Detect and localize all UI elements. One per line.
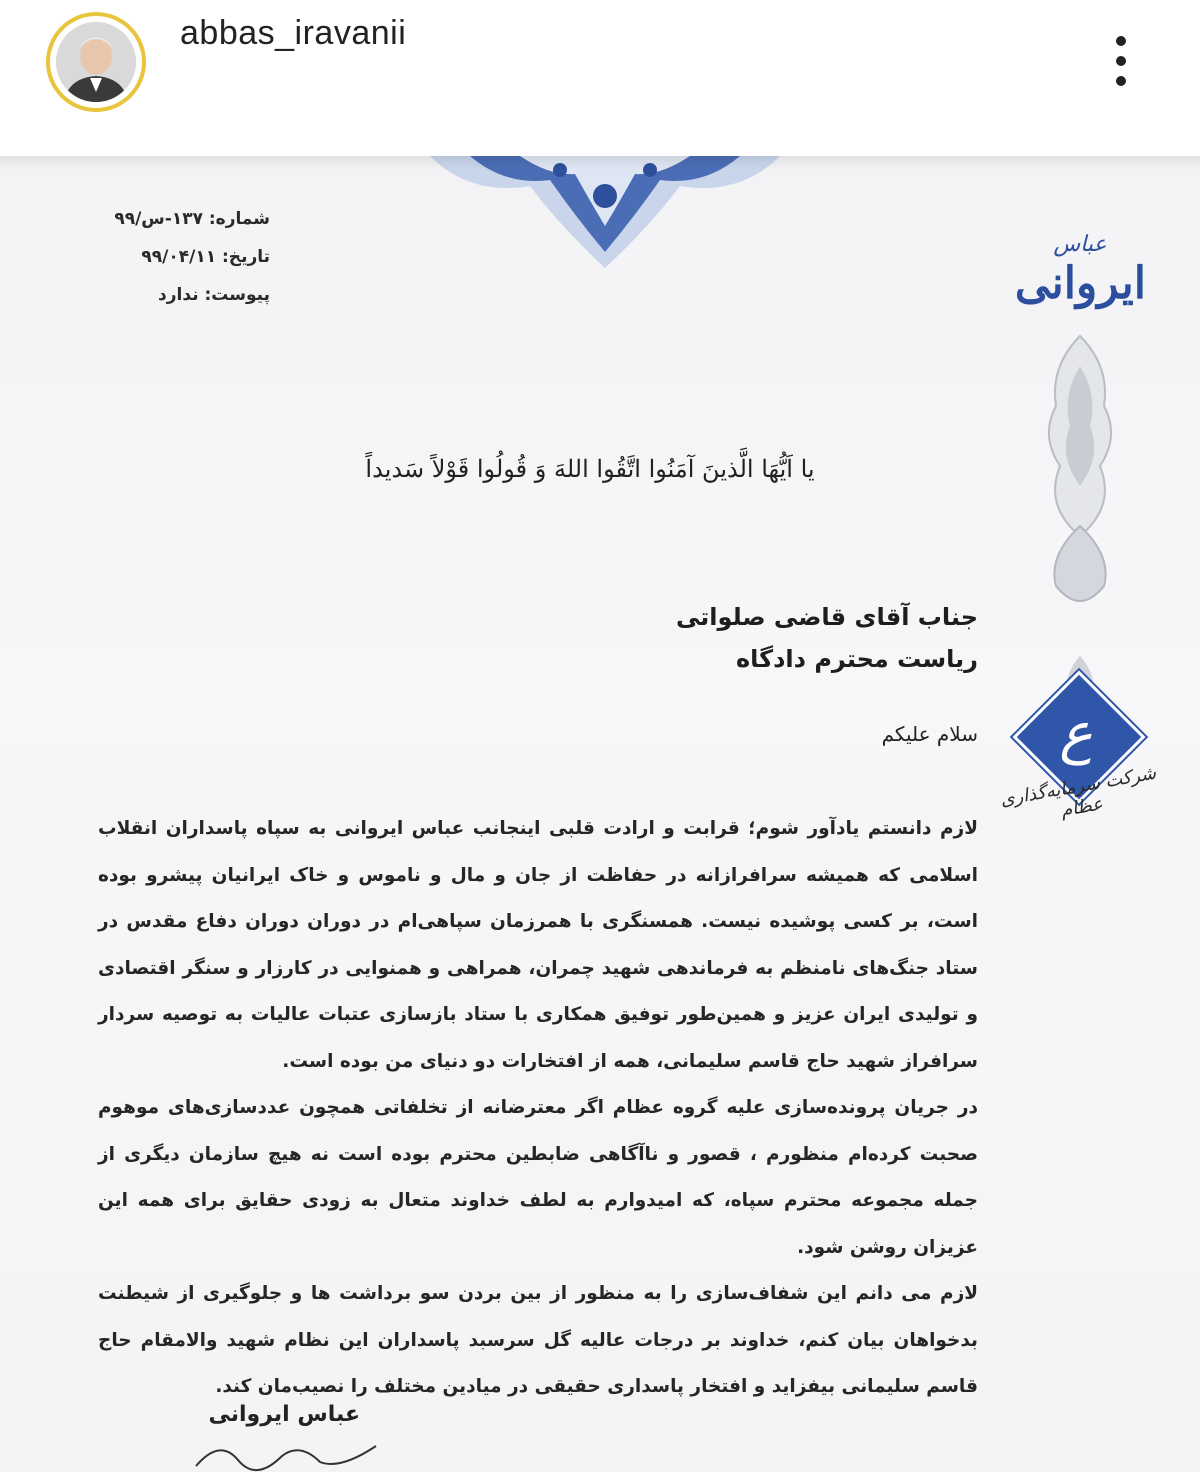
greeting: سلام علیکم xyxy=(881,722,978,746)
person-icon xyxy=(56,22,136,102)
post-header xyxy=(0,0,1200,156)
profile-photo xyxy=(56,22,136,102)
recipient-title: ریاست محترم دادگاه xyxy=(735,645,978,673)
top-ornament-icon xyxy=(410,156,800,276)
recipient-name: جناب آقای قاضی صلواتی xyxy=(676,603,978,631)
letter-number: شماره: ۱۳۷-س/۹۹ xyxy=(114,209,270,229)
more-vertical-icon[interactable] xyxy=(1106,36,1136,100)
paper-shadow xyxy=(0,156,1200,170)
signer-name: عباس ایروانی xyxy=(208,1402,360,1427)
recipient xyxy=(418,596,978,680)
handwritten-signature-icon xyxy=(190,1436,390,1472)
letter-meta xyxy=(70,200,270,314)
avatar[interactable] xyxy=(46,12,146,112)
paragraph: در جریان پرونده‌سازی علیه گروه عظام اگر معترضانه از تخلفاتی همچون عددسازی‌های موهوم صحبت کرده‌ام منظورم ، قصور و ناآگاهی ضابطین محترم بوده است نه هیچ سازمان دیگری از جمله مجموعه محترم سپاه، که امیدوارم به لطف خداوند متعال به زودی حقایق برای همه این عزیزان روشن شود. xyxy=(98,1097,978,1258)
brand-first-name: عباس xyxy=(1053,232,1107,257)
quran-verse: یا اَیُّهَا الَّذینَ آمَنُوا اتَّقُوا اللهَ وَ قُولُوا قَوْلاً سَدیداً xyxy=(365,455,815,483)
brand-signature xyxy=(1006,214,1156,334)
company-logo-letter: ع xyxy=(1059,701,1093,766)
company-name: شرکت سرمایه‌گذاری عظام xyxy=(998,762,1158,822)
brand-last-name: ایروانی xyxy=(1014,258,1146,309)
letter-body xyxy=(98,806,978,1411)
paragraph: لازم می دانم این شفاف‌سازی را به منظور از بین بردن سو برداشت ها و جلوگیری از شیطنت بدخواهان بیان کنم، خداوند بر درجات عالیه گل سرسبد پاسداران این نظام شهید والامقام حاج قاسم سلیمانی بیفزاید و افتخار پاسداری حقیقی در میادین مختلف را نصیب‌مان کند. xyxy=(98,1283,978,1397)
username[interactable]: abbas_iravanii xyxy=(180,14,407,52)
letter-date: تاریخ: ۹۹/۰۴/۱۱ xyxy=(141,247,270,267)
paragraph: لازم دانستم یادآور شوم؛ قرابت و ارادت قلبی اینجانب عباس ایروانی به سپاه پاسداران انقلاب اسلامی که همیشه سرافرازانه در حفاظت از جان و مال و ناموس و خاک ایرانیان پیشرو بوده است، بر کسی پوشیده نیست. همسنگری با همرزمان سپاهی‌ام در دوران دوران دفاع مقدس در ستاد جنگ‌های نامنظم به فرماندهی شهید چمران، همراهی و همنوایی در کارزار و سنگر اقتصادی و تولیدی ایران عزیز و همین‌طور توفیق همکاری با ستاد بازسازی عتبات عالیات به توصیه سردار سرافراز شهید حاج قاسم سلیمانی، همه از افتخارات دو دنیای من بوده است. xyxy=(98,818,978,1072)
letter-attachment: پیوست: ندارد xyxy=(158,285,270,305)
